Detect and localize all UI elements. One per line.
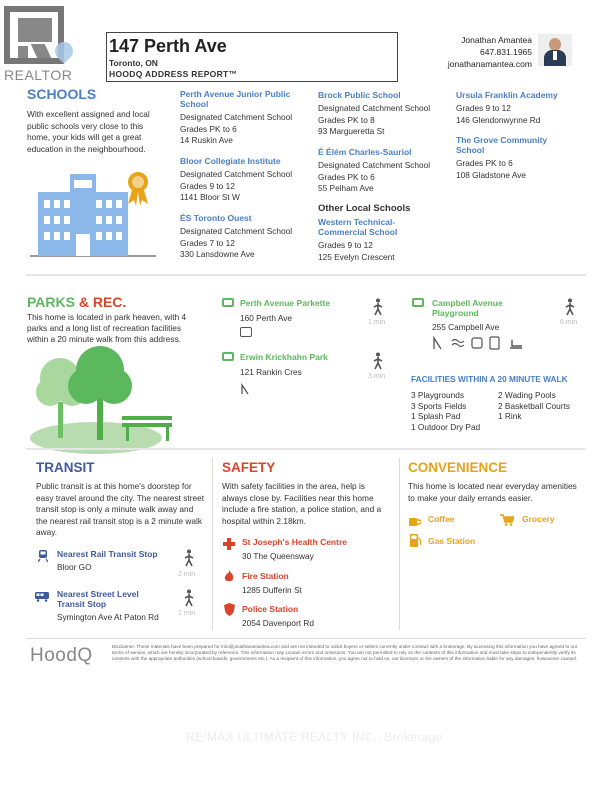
transit-heading: TRANSIT [36, 460, 95, 475]
transit-blurb: Public transit is at this home's doorstep for easy travel around the city. The nearest street transit stop is only a minute walk away and the nearest rail transit stop is a 2 minute walk away. [36, 481, 205, 537]
school-name[interactable]: É Élém Charles-Sauriol [318, 147, 412, 157]
parks-heading-a: PARKS [27, 294, 75, 310]
facilities-left-list [411, 390, 480, 432]
gas-station-icon [410, 534, 421, 552]
coffee-label[interactable]: Coffee [428, 514, 455, 524]
school-name[interactable]: Perth Avenue Junior Public School [180, 89, 291, 109]
facility-item: 1 Splash Pad [411, 411, 461, 421]
school-grades: Grades PK to 8 [318, 114, 375, 125]
agent-phone[interactable]: 647.831.1965 [480, 47, 532, 57]
agent-email[interactable]: jonathanamantea.com [447, 59, 532, 69]
park-tree-icon [412, 298, 424, 307]
school-catchment: Designated Catchment School [318, 103, 431, 113]
campbell-facility-icons [432, 336, 532, 350]
street-walk-time: 1 min [178, 610, 196, 617]
park-tree-icon [222, 298, 234, 307]
fire-station-name[interactable]: Fire Station [242, 571, 289, 581]
walk-time: 3 min [368, 373, 386, 380]
school-catchment: Designated Catchment School [180, 112, 293, 122]
walk-time: 1 min [368, 319, 386, 326]
school-brock [318, 90, 448, 138]
park-campbell-avenue [412, 298, 582, 338]
rail-transit-label: Nearest Rail Transit Stop [57, 549, 158, 559]
realtor-logo [0, 0, 72, 85]
hospital-name[interactable]: St Joseph's Health Centre [242, 537, 347, 547]
facility-item: 2 Basketball Courts [498, 400, 570, 411]
convenience-heading: CONVENIENCE [408, 460, 508, 475]
gas-station-label[interactable]: Gas Station [428, 536, 476, 546]
school-grades: Grades 9 to 12 [456, 103, 511, 113]
agent-name: Jonathan Amantea [461, 35, 532, 45]
street-transit-label: Nearest Street Level Transit Stop [57, 589, 139, 609]
school-name[interactable]: The Grove Community School [456, 135, 548, 155]
facility-item: 3 Sports Fields [411, 400, 467, 411]
parks-heading [27, 294, 126, 310]
school-grades: Grades PK to 6 [456, 158, 513, 168]
column-divider [399, 458, 400, 630]
park-address: 121 Rankin Cres [240, 367, 302, 377]
facility-item: 2 Wading Pools [498, 390, 556, 400]
school-catchment: Designated Catchment School [318, 160, 431, 170]
school-address: 1141 Bloor St W [180, 192, 240, 202]
school-the-grove [456, 135, 566, 181]
walking-icon [183, 549, 195, 572]
park-tree-icon [222, 352, 234, 361]
report-title: HOODQ ADDRESS REPORT™ [109, 69, 238, 79]
facility-item: 1 Outdoor Dry Pad [411, 421, 481, 432]
rail-walk-time: 2 min [178, 571, 196, 578]
bus-icon [35, 589, 49, 607]
school-name[interactable]: Ursula Franklin Academy [456, 90, 558, 100]
schools-heading: SCHOOLS [27, 86, 97, 102]
school-western-technical [318, 217, 418, 263]
hospital-icon [223, 537, 235, 555]
city-text: Toronto, ON [109, 58, 158, 68]
hoodq-logo: HoodQ [30, 645, 93, 666]
park-trees-illustration [28, 340, 188, 455]
parks-blurb: This home is located in park heaven, with 4 parks and a long list of recreation facilities within a 20 minute walk from this address. [27, 312, 187, 344]
facilities-right-list [498, 390, 570, 422]
address-box [106, 32, 398, 82]
facilities-heading: FACILITIES WITHIN A 20 MINUTE WALK [411, 374, 568, 384]
safety-heading: SAFETY [222, 460, 276, 475]
school-es-toronto-ouest [180, 213, 310, 261]
section-divider [26, 274, 586, 276]
school-grades: Grades PK to 6 [180, 123, 237, 134]
school-address: 146 Glendonwynne Rd [456, 114, 541, 125]
walk-time: 6 min [560, 319, 578, 326]
walking-icon [372, 352, 384, 375]
section-divider [26, 448, 586, 450]
grocery-label[interactable]: Grocery [522, 514, 555, 524]
facility-item: 3 Playgrounds [411, 390, 465, 400]
coffee-icon [409, 514, 421, 532]
park-name[interactable]: Erwin Krickhahn Park [240, 352, 328, 362]
slide-icon [240, 382, 250, 400]
school-ursula-franklin [456, 90, 586, 126]
street-transit-stop: Symington Ave At Paton Rd [57, 612, 159, 622]
school-perth-avenue [180, 89, 310, 147]
police-station-address: 2054 Davenport Rd [242, 618, 314, 628]
school-address: 55 Pelham Ave [318, 183, 374, 193]
school-name[interactable]: ÉS Toronto Ouest [180, 213, 252, 223]
realtor-logo-text: REALTOR [4, 67, 73, 83]
school-name[interactable]: Western Technical-Commercial School [318, 217, 398, 237]
disclaimer-text: Disclaimer: These materials have been prepared for info@jonathanamantea.com and are not intended to solicit buyers or sellers currently under contract with a brokerage. By accessing this information you have agreed to our terms of service, which are hereby incorporated by reference. This information may contain errors and omissions. You are not permitted to rely on the contents of this information and must take steps to independently verify its contents with the appropriate authorities (school boards, governments etc.). As a recipient of this information, you agree not to hold us, our licensors or the owners of the information liable for any damages, howsoever caused. [112, 644, 578, 662]
school-grades: Grades 7 to 12 [180, 237, 235, 248]
rail-transit-stop: Bloor GO [57, 562, 92, 572]
school-address: 14 Ruskin Ave [180, 135, 233, 145]
school-catchment: Designated Catchment School [180, 169, 293, 179]
school-grades: Grades PK to 6 [318, 171, 375, 182]
walking-icon [372, 298, 384, 321]
school-address: 93 Margueretta St [318, 126, 385, 136]
school-address: 125 Evelyn Crescent [318, 251, 395, 262]
fire-icon [224, 570, 234, 588]
school-address: 330 Lansdowne Ave [180, 249, 255, 259]
school-charles-sauriol [318, 147, 448, 195]
park-name[interactable]: Perth Avenue Parkette [240, 298, 331, 308]
walking-icon [183, 589, 195, 612]
hospital-address: 30 The Queensway [242, 551, 314, 561]
park-address: 255 Campbell Ave [432, 322, 500, 332]
walking-icon [564, 298, 576, 321]
police-station-name[interactable]: Police Station [242, 604, 299, 614]
convenience-blurb: This home is located near everyday amenities to make your daily errands easier. [408, 481, 577, 503]
other-schools-heading: Other Local Schools [318, 203, 411, 214]
school-grades: Grades 9 to 12 [318, 240, 373, 250]
agent-photo [538, 34, 572, 66]
schools-blurb: With excellent assigned and local public schools very close to this home, your kids will get a great education in the neighbourhood. [27, 109, 150, 154]
school-name[interactable]: Brock Public School [318, 90, 401, 100]
brokerage-watermark: RE/MAX ULTIMATE REALTY INC., Brokerage [186, 730, 443, 744]
footer-divider [26, 638, 586, 639]
school-building-icon [30, 164, 156, 258]
train-icon [38, 549, 48, 567]
school-name[interactable]: Bloor Collegiate Institute [180, 156, 281, 166]
parks-heading-b: & REC. [74, 294, 127, 310]
park-address: 160 Perth Ave [240, 313, 292, 323]
school-address: 108 Gladstone Ave [456, 169, 526, 180]
basketball-icon [240, 327, 252, 337]
facility-item: 1 Rink [498, 411, 522, 421]
park-name[interactable]: Campbell Avenue Playground [432, 298, 503, 318]
school-catchment: Designated Catchment School [180, 226, 293, 236]
school-bloor-collegiate [180, 156, 310, 204]
fire-station-address: 1285 Dufferin St [242, 585, 302, 595]
police-icon [224, 603, 235, 621]
grocery-icon [500, 513, 514, 531]
school-grades: Grades 9 to 12 [180, 180, 235, 191]
agent-info [436, 34, 532, 70]
safety-blurb: With safety facilities in the area, help is always close by. Facilities near this home include a fire station, a police station, and a hospital within 2.18km. [222, 481, 382, 526]
address-title: 147 Perth Ave [109, 36, 227, 56]
column-divider [212, 458, 213, 630]
